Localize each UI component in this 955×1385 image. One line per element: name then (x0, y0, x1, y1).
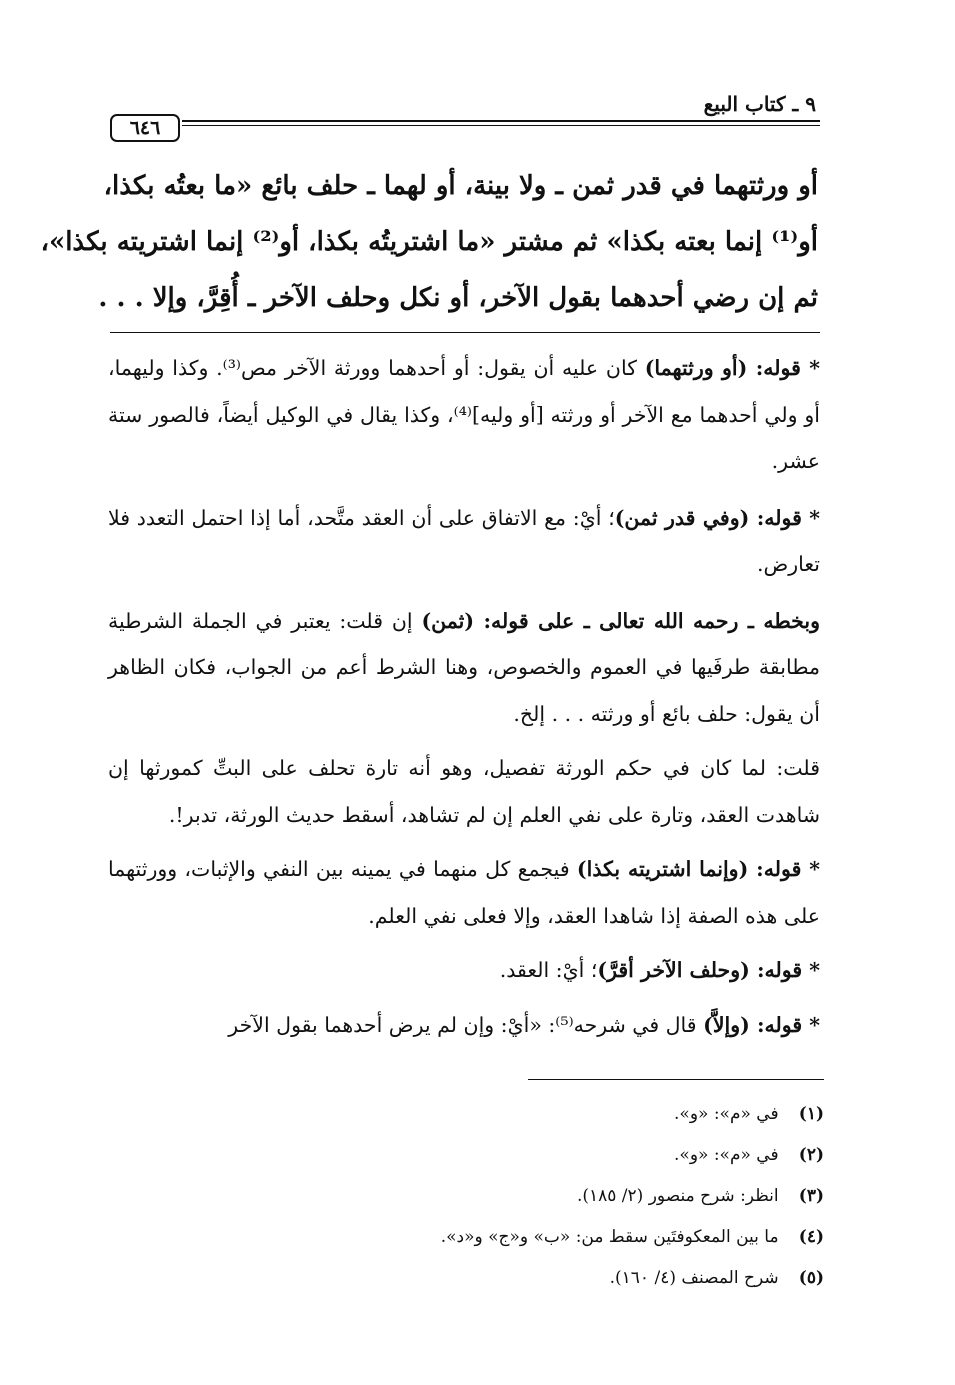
paragraph-lead: * قوله: (أو ورثتهما) (644, 356, 820, 380)
footnote (134, 1217, 824, 1258)
paragraph-lead: * قوله: (وإنما اشتريته بكذا) (576, 857, 820, 881)
paragraph-text: ؛ أيْ: مع الاتفاق على أن العقد متَّحد، أما إذا احتمل التعدد فلا تعارض. (108, 505, 820, 576)
paragraph-lead: * قوله: (وحلف الآخر أقرَّ) (597, 958, 820, 982)
matn-line: ثم إن رضي أحدهما بقول الآخر، أو نكل وحلف الآخر ـ أُقِرَّ، وإلا . . . (98, 283, 818, 313)
footnotes (134, 1094, 824, 1299)
header-rule-thin (182, 125, 820, 126)
paragraph-lead: * قوله: (وفي قدر ثمن) (614, 505, 820, 530)
commentary-paragraph (108, 1002, 820, 1049)
footnote-text: ما بين المعكوفتَين سقط من: «ب» و«ج» و«د». (440, 1227, 779, 1247)
footnote-number: (١) (798, 1104, 824, 1124)
footnote-number: (٣) (798, 1186, 824, 1206)
footnote-text: شرح المصنف (٤/ ١٦٠). (609, 1268, 779, 1288)
paragraph-text: قلت: لما كان في حكم الورثة تفصيل، وهو أنه تارة تحلف على البتِّ كمورثها إن شاهدت العقد، وتارة على نفي العلم إن لم تشاهد، أسقط حديث الورثة، تدبر!. (108, 756, 820, 827)
commentary-paragraph (108, 745, 820, 838)
commentary (108, 345, 820, 1056)
page-header (110, 92, 820, 142)
paragraph-text: ؛ أيْ: العقد. (499, 958, 598, 982)
footnote-text: في «م»: «و». (674, 1145, 779, 1165)
commentary-paragraph (108, 495, 820, 588)
footnote (134, 1135, 824, 1176)
header-rule (182, 120, 820, 122)
matn-text (40, 158, 818, 326)
paragraph-lead: وبخطه ـ رحمه الله تعالى ـ على قوله: (ثمن) (421, 608, 820, 633)
paragraph-text: كان عليه أن يقول: أو أحدهما وورثة الآخر مص⁽³⁾. وكذا وليهما، أو ولي أحدهما مع الآخر أو ورثته [أو وليه]⁽⁴⁾، وكذا يقال في الوكيل أيضاً، فالصور ستة عشر. (108, 356, 820, 473)
footnote-number: (٥) (798, 1268, 824, 1288)
footnote (134, 1258, 824, 1299)
footnote-divider (528, 1079, 824, 1080)
footnote-number: (٤) (798, 1227, 824, 1247)
footnote-text: في «م»: «و». (674, 1104, 779, 1124)
paragraph-lead: * قوله: (وإلاَّ) (703, 1012, 820, 1037)
commentary-paragraph (108, 598, 820, 738)
footnote-number: (٢) (798, 1145, 824, 1165)
footnote-text: انظر: شرح منصور (٢/ ١٨٥). (576, 1186, 779, 1206)
matn-line: أو⁽¹⁾ إنما بعته بكذا» ثم مشتر «ما اشتريتُه بكذا، أو⁽²⁾ إنما اشتريته بكذا»، (40, 227, 818, 257)
commentary-paragraph (108, 947, 820, 994)
chapter-title: ٩ ـ كتاب البيع (703, 92, 816, 116)
matn-divider (110, 332, 820, 333)
footnote (134, 1176, 824, 1217)
paragraph-text: إن قلت: يعتبر في الجملة الشرطية مطابقة طرفَيها في العموم والخصوص، وهنا الشرط أعم من الجواب، فكان الظاهر أن يقول: حلف بائع أو ورثته . . . إلخ. (108, 608, 820, 726)
footnote (134, 1094, 824, 1135)
commentary-paragraph (108, 345, 820, 485)
paragraph-text: قال في شرحه⁽⁵⁾: «أيْ: وإن لم يرض أحدهما بقول الآخر (228, 1012, 704, 1037)
page-number: ٦٤٦ (110, 114, 180, 142)
paragraph-text: فيجمع كل منهما في يمينه بين النفي والإثبات، وورثتهما على هذه الصفة إذا شاهدا العقد، وإلا فعلى نفي العلم. (108, 857, 820, 928)
commentary-paragraph (108, 846, 820, 939)
matn-line: أو ورثتهما في قدر ثمن ـ ولا بينة، أو لهما ـ حلف بائع «ما بعتُه بكذا، (103, 171, 818, 201)
